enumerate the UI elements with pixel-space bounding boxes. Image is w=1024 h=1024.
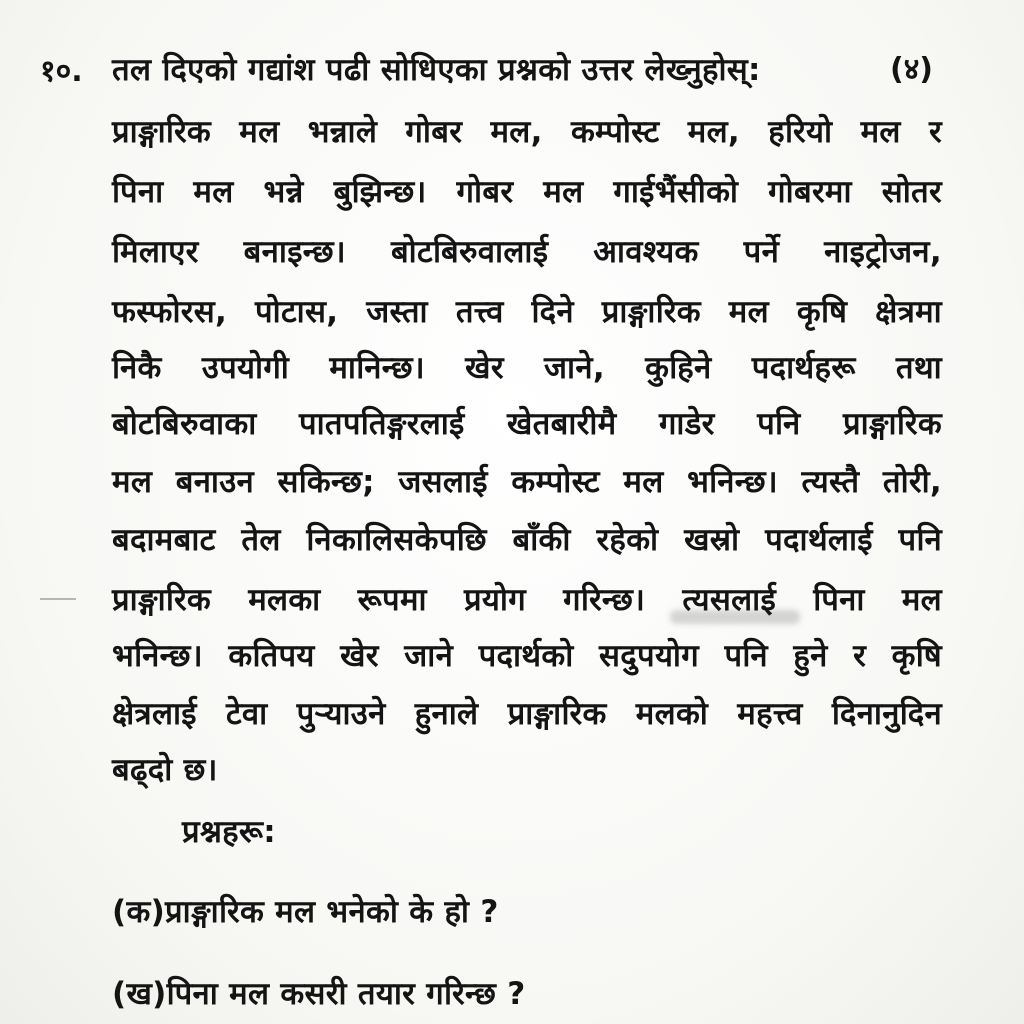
passage-line: प्राङ्गारिक मल भन्नाले गोबर मल, कम्पोस्ट मल, हरियो मल र: [112, 114, 942, 150]
questions-heading: प्रश्नहरू:: [182, 814, 277, 850]
ink-smudge: [670, 610, 800, 624]
question-instruction: तल दिएको गद्यांश पढी सोधिएका प्रश्नको उत्तर लेख्नुहोस्:: [112, 52, 761, 88]
passage-line: फस्फोरस, पोटास, जस्ता तत्त्व दिने प्राङ्गारिक मल कृषि क्षेत्रमा: [112, 294, 942, 330]
passage-line: बदामबाट तेल निकालिसकेपछि बाँकी रहेको खस्रो पदार्थलाई पनि: [112, 522, 942, 558]
passage-line: बढ्दो छ।: [112, 752, 218, 788]
question-marks: (४): [890, 52, 934, 87]
margin-mark: [40, 598, 76, 600]
question-number: १०.: [40, 54, 83, 89]
passage-line: मिलाएर बनाइन्छ। बोटबिरुवालाई आवश्यक पर्ने नाइट्रोजन,: [112, 234, 942, 270]
passage-line: बोटबिरुवाका पातपतिङ्गरलाई खेतबारीमै गाडेर पनि प्राङ्गारिक: [112, 406, 942, 442]
passage-line: प्राङ्गारिक मलका रूपमा प्रयोग गरिन्छ। त्यसलाई पिना मल: [112, 582, 942, 618]
passage-line: भनिन्छ। कतिपय खेर जाने पदार्थको सदुपयोग पनि हुने र कृषि: [112, 638, 942, 674]
passage-line: पिना मल भन्ने बुझिन्छ। गोबर मल गाईभैंसीको गोबरमा सोतर: [112, 174, 942, 210]
passage-line: क्षेत्रलाई टेवा पुऱ्याउने हुनाले प्राङ्गारिक मलको महत्त्व दिनानुदिन: [112, 696, 943, 732]
passage-line: निकै उपयोगी मानिन्छ। खेर जाने, कुहिने पदार्थहरू तथा: [112, 350, 942, 386]
passage-line: मल बनाउन सकिन्छ; जसलाई कम्पोस्ट मल भनिन्छ। त्यस्तै तोरी,: [112, 464, 942, 500]
question-item-ka: (क)प्राङ्गारिक मल भनेको के हो ?: [112, 894, 499, 930]
question-item-kha: (ख)पिना मल कसरी तयार गरिन्छ ?: [112, 976, 526, 1012]
